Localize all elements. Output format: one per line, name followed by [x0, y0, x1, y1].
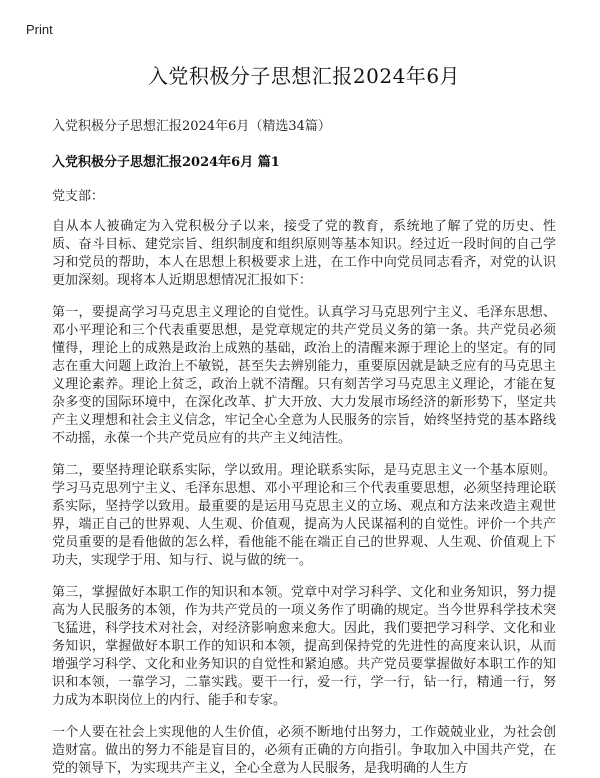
body-paragraph-second-point: 第二，要坚持理论联系实际，学以致用。理论联系实际，是马克思主义一个基本原则。学习马克思列宁主义、毛泽东思想、邓小平理论和三个代表重要思想，必须坚持理论联系实际，坚持学以致用。最重要的是运用马克思主义的立场、观点和方法来改造主观世界，端正自己的世界观、人生观、价值观，提高为人民谋福利的自觉性。评价一个共产党员重要的是看他做的怎么样，看他能不能在端正自己的世界观、人生观、价值观上下功夫，实现学于用、知与行、说与做的统一。	[52, 463, 556, 568]
body-paragraph-third-point: 第三，掌握做好本职工作的知识和本领。党章中对学习科学、文化和业务知识，努力提高为人民服务的本领，作为共产党员的一项义务作了明确的规定。当今世界科学技术突飞猛进，科学技术对社会，对经济影响愈来愈大。因此，我们要把学习科学、文化和业务知识，掌握做好本职工作的知识和本领，提高到保持党的先进性的高度来认识，从而增强学习科学、文化和业务知识的自觉性和紧迫感。共产党员要掌握做好本职工作的知识和本领，一靠学习，二靠实践。要干一行，爱一行，学一行，钻一行，精通一行，努力成为本职岗位上的内行、能手和专家。	[52, 585, 556, 708]
salutation: 党支部：	[52, 189, 105, 204]
body-paragraph-closing: 一个人要在社会上实现他的人生价值，必须不断地付出努力，工作兢兢业业，为社会创造财富。做出的努力不能是盲目的，必须有正确的方向指引。争取加入中国共产党，在党的领导下，为实现共产主义，全心全意为人民服务，是我明确的人生方	[52, 725, 556, 776]
print-link[interactable]: Print	[26, 22, 53, 37]
body-paragraph-intro: 自从本人被确定为入党积极分子以来，接受了党的教育，系统地了解了党的历史、性质、奋斗目标、建党宗旨、组织制度和组织原则等基本知识。经过近一段时间的自己学习和党员的帮助，本人在思想上积极要求上进，在工作中向党员同志看齐，对党的认识更加深刻。现将本人近期思想情况汇报如下：	[52, 219, 556, 288]
body-paragraph-first-point: 第一，要提高学习马克思主义理论的自觉性。认真学习马克思列宁主义、毛泽东思想、邓小平理论和三个代表重要思想，是党章规定的共产党员义务的第一条。共产党员必须懂得，理论上的成熟是政治上成熟的基础，政治上的清醒来源于理论上的坚定。有的同志在重大问题上政治上不敏锐，甚至失去辨别能力，重要原因就是缺乏应有的马克思主义理论素养。理论上贫乏，政治上就不清醒。只有刻苦学习马克思主义理论，才能在复杂多变的国际环境中，在深化改革、扩大开放、大力发展市场经济的新形势下，坚定共产主义理想和社会主义信念，牢记全心全意为人民服务的宗旨，始终坚持党的基本路线不动摇，永葆一个共产党员应有的共产主义纯洁性。	[52, 305, 556, 446]
document-title: 入党积极分子思想汇报2024年6月	[147, 64, 461, 88]
section-heading: 入党积极分子思想汇报2024年6月 篇1	[52, 155, 280, 170]
document-subtitle: 入党积极分子思想汇报2024年6月（精选34篇）	[52, 119, 331, 134]
